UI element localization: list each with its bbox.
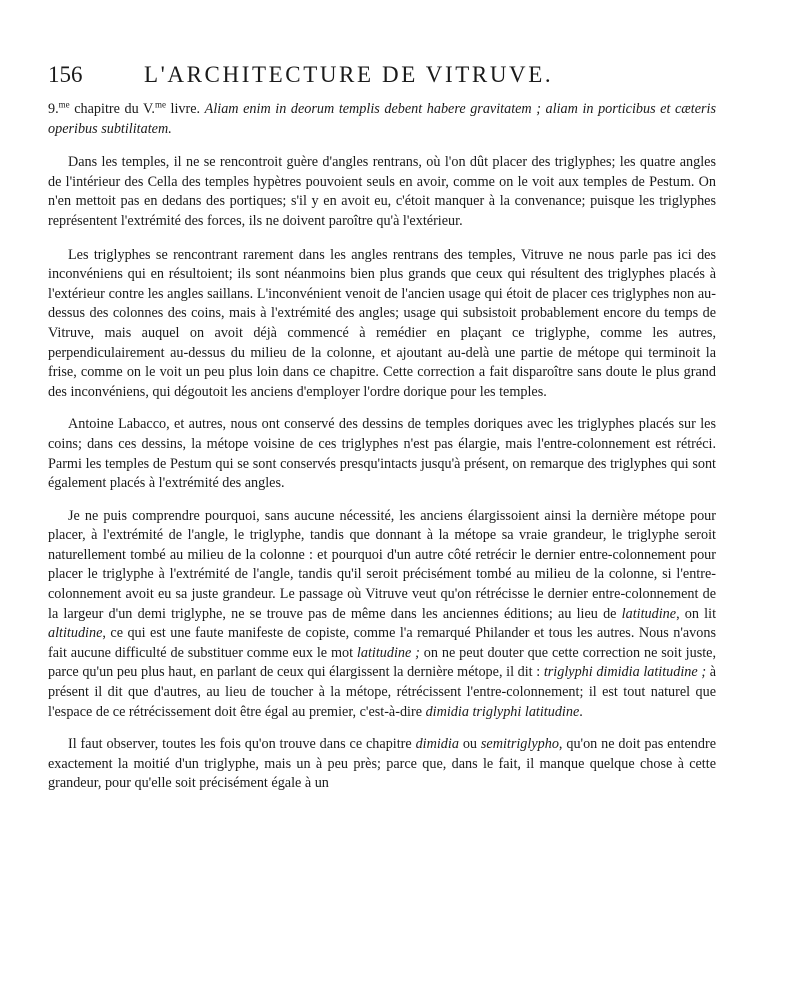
- opening-paragraph: [48, 100, 716, 139]
- p4-italic-5: dimidia triglyphi latitudine: [425, 703, 580, 720]
- p5-text-1: Il faut observer, toutes les fois qu'on trouve dans ce chapitre: [68, 736, 416, 753]
- p5-italic-2: semitriglypho: [480, 736, 559, 753]
- p4-italic-2: altitudine: [48, 625, 103, 642]
- p5-text-3: , qu'on ne doit pas entendre exactement la moitié d'un triglyphe, mais un à peu près; parce que, dans le fait, il manque quelque chose à cette grandeur, pour qu'elle soit précisément égale à un: [48, 736, 716, 792]
- header-title: L'ARCHITECTURE DE VITRUVE.: [144, 62, 554, 87]
- p5-text-2: ou: [458, 736, 481, 753]
- p4-text-2: , on lit: [676, 605, 717, 622]
- paragraph-5: [48, 735, 716, 794]
- running-head: [48, 62, 716, 96]
- opening-num: 9.: [48, 101, 59, 117]
- opening-num-sup: me: [58, 99, 70, 110]
- document-page: [48, 62, 716, 794]
- opening-text-1: chapitre du V.: [69, 101, 155, 117]
- p4-text-6: .: [579, 703, 583, 720]
- p4-italic-4: triglyphi dimidia latitudine ;: [543, 664, 707, 681]
- page-number: 156: [48, 62, 83, 87]
- paragraph-2: Les triglyphes se rencontrant rarement dans les angles rentrans des temples, Vitruve ne nous parle pas ici des inconvéniens qui en résultoient; ils sont néanmoins bien plus grands que ceux qui résultent des triglyphes placés à l'extérieur contre les angles saillans. L'inconvénient venoit de l'ancien usage qui étoit de placer ces triglyphes non au-dessus des colonnes des coins, mais à l'extrémité des angles; usage qui subsistoit probablement encore du temps de Vitruve, mais auquel on avoit déjà commencé à remédier en plaçant ce triglyphe, comme les autres, perpendiculairement au-dessus du milieu de la colonne, et ajoutant au-delà une partie de métope qui terminoit la frise, comme on le voit un peu plus loin dans ce chapitre. Cette correction a fait disparoître sans doute le plus grand des inconvéniens, qui dégoutoit les anciens d'employer l'ordre dorique pour les temples.: [48, 246, 716, 400]
- p4-text-5: à présent il dit que d'autres, au lieu de toucher à la métope, rétrécissent l'entre-colonnement; il est tout naturel que l'espace de ce rétrécissement doit être égal au premier, c'est-à-dire: [48, 664, 716, 720]
- latin-quote: Aliam enim in deorum templis debent habere gravitatem ; aliam in porticibus et cæteris operibus subtilitatem.: [48, 101, 716, 137]
- p4-italic-3: latitudine ;: [356, 644, 420, 661]
- paragraph-4: [48, 507, 716, 723]
- p5-italic-1: dimidia: [415, 736, 459, 753]
- p4-italic-1: latitudine: [621, 605, 677, 622]
- opening-text-2: livre.: [165, 101, 205, 117]
- paragraph-3: Antoine Labacco, et autres, nous ont conservé des dessins de temples doriques avec les triglyphes placés sur les coins; dans ces dessins, la métope voisine de ces triglyphes n'est pas élargie, mais l'entre-colonnement est rétréci. Parmi les temples de Pestum qui se sont conservés presqu'intacts jusqu'à présent, on remarque des triglyphes qui sont également placés à l'extrémité des angles.: [48, 416, 716, 492]
- p4-text-1: Je ne puis comprendre pourquoi, sans aucune nécessité, les anciens élargissoient ainsi la dernière métope pour placer, à l'extrémité de l'angle, le triglyphe, tandis que donnant à la métope sa vraie grandeur, le triglyphe seroit naturellement tombé au milieu de la colonne : et pourquoi d'un autre côté retrécir le dernier entre-colonnement pour placer le triglyphe à l'extrémité de l'angle, tandis qu'il seroit précisément tombé au milieu de la colonne, si l'entre-colonnement avoit eu sa juste grandeur. Le passage où Vitruve veut qu'on rétrécisse le dernier entre-colonnement de la largeur d'un demi triglyphe, ne se trouve pas de même dans les anciennes éditions; au lieu de: [48, 507, 716, 622]
- p4-text-4: on ne peut douter que cette correction ne soit juste, parce qu'un peu plus haut, en parlant de ceux qui élargissent la dernière métope, il dit :: [48, 644, 717, 681]
- p4-text-3: , ce qui est une faute manifeste de copiste, comme l'a remarqué Philander et tous les autres. Nous n'avons fait aucune difficulté de substituer comme eux le mot: [48, 625, 716, 661]
- paragraph-1: Dans les temples, il ne se rencontroit guère d'angles rentrans, où l'on dût placer des triglyphes; les quatre angles de l'intérieur des Cella des temples hypètres pouvoient seuls en avoir, comme on le voit aux temples de Pestum. On n'en mettoit pas en dedans des portiques; s'il y en avoit eu, c'étoit manquer à la convenance; puisque les triglyphes représentent l'extrémité des forces, ils ne doivent paroître qu'à l'extérieur.: [48, 154, 716, 229]
- opening-sup-2: me: [154, 99, 166, 110]
